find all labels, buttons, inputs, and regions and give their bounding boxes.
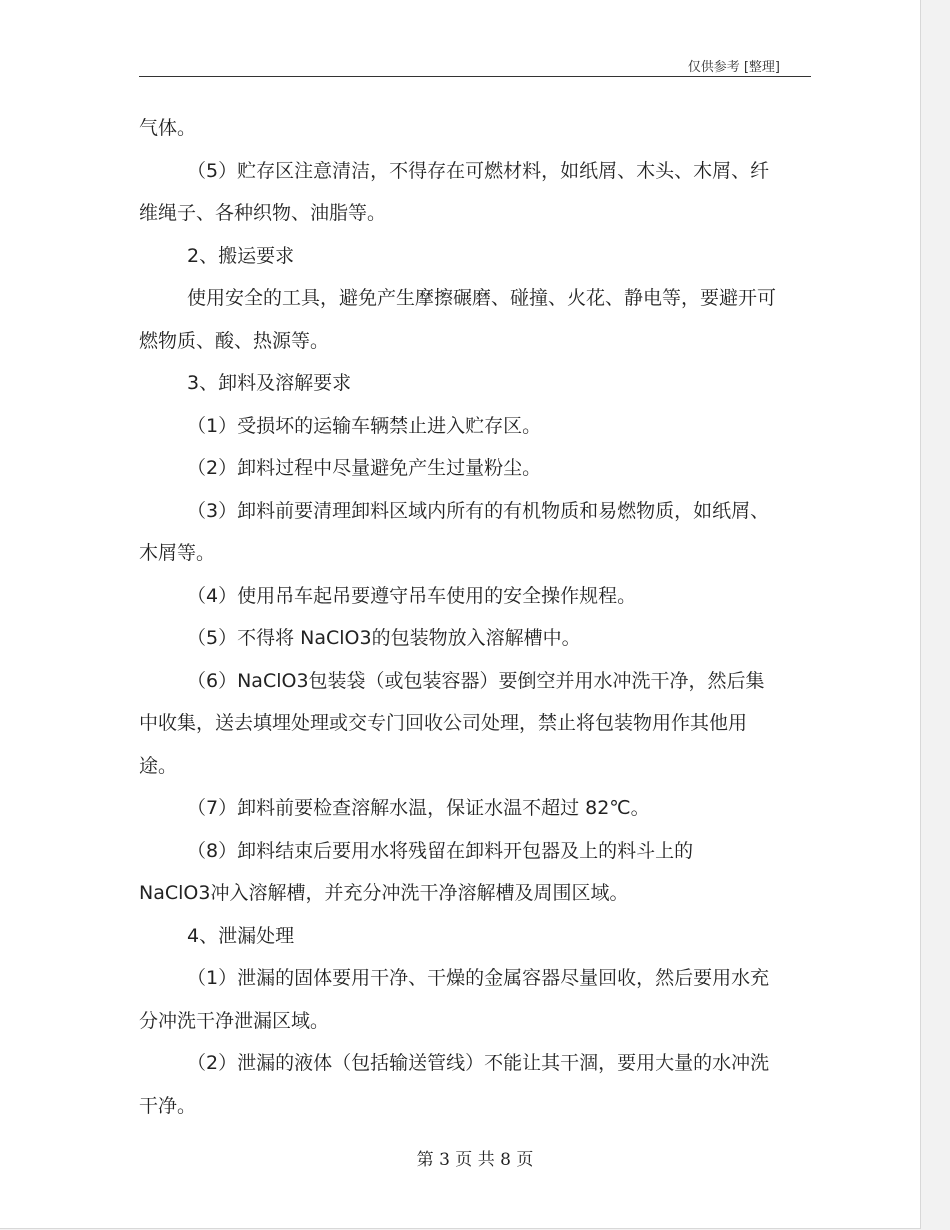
- paragraph: （2）泄漏的液体（包括输送管线）不能让其干涸，要用大量的水冲洗干净。: [139, 1052, 770, 1117]
- paragraph: （4）使用吊车起吊要遵守吊车使用的安全操作规程。: [187, 584, 637, 607]
- paragraph: （5）贮存区注意清洁，不得存在可燃材料，如纸屑、木头、木屑、纤维绳子、各种织物、油脂等。: [139, 159, 770, 224]
- section-heading: 3、卸料及溶解要求: [187, 372, 352, 394]
- header-rule: [139, 76, 811, 77]
- paragraph: （3）卸料前要清理卸料区域内所有的有机物质和易燃物质，如纸屑、木屑等。: [139, 499, 770, 564]
- document-body: [139, 107, 779, 1127]
- page-footer: 第 3 页 共 8 页: [416, 1150, 534, 1170]
- paragraph: （1）受损坏的运输车辆禁止进入贮存区。: [187, 414, 542, 437]
- section-heading: 4、泄漏处理: [187, 924, 295, 947]
- paragraph: （8）卸料结束后要用水将残留在卸料开包器及上的料斗上的: [187, 839, 694, 862]
- paragraph: （1）泄漏的固体要用干净、干燥的金属容器尽量回收，然后要用水充分冲洗干净泄漏区域。: [139, 967, 770, 1032]
- paragraph: 使用安全的工具，避免产生摩擦碾磨、碰撞、火花、静电等，要避开可燃物质、酸、热源等。: [139, 287, 777, 352]
- paragraph: （6）NaClO3包装袋（或包装容器）要倒空并用水冲洗干净，然后集中收集，送去填埋处理或交专门回收公司处理，禁止将包装物用作其他用途。: [139, 669, 765, 777]
- page-header: 仅供参考 [整理]: [687, 60, 780, 75]
- paragraph: （7）卸料前要检查溶解水温，保证水温不超过 82℃。: [187, 797, 650, 819]
- paragraph: （2）卸料过程中尽量避免产生过量粉尘。: [187, 457, 542, 479]
- paragraph: 气体。: [139, 117, 197, 139]
- paragraph: NaClO3冲入溶解槽，并充分冲洗干净溶解槽及周围区域。: [139, 882, 629, 904]
- section-heading: 2、搬运要求: [187, 244, 295, 267]
- paragraph: （5）不得将 NaClO3的包装物放入溶解槽中。: [187, 627, 581, 649]
